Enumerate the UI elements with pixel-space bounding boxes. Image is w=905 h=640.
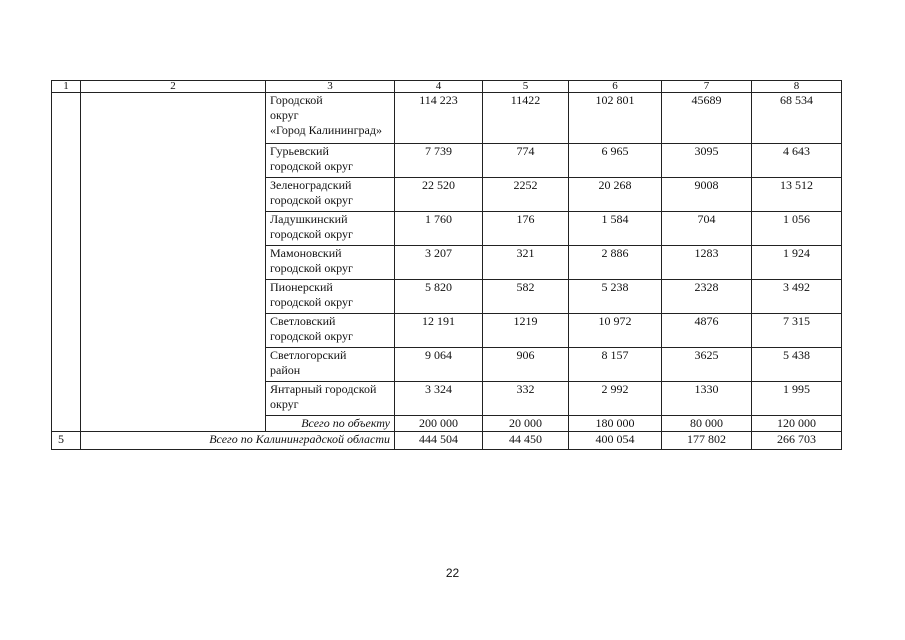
header-cell: 8 xyxy=(752,81,842,93)
value-cell-c5: 906 xyxy=(483,348,569,382)
object-total-c5: 20 000 xyxy=(483,416,569,432)
header-cell: 5 xyxy=(483,81,569,93)
value-cell-c8: 1 924 xyxy=(752,246,842,280)
table-row xyxy=(52,93,842,144)
value-cell-c7: 3095 xyxy=(662,144,752,178)
district-name xyxy=(266,212,395,246)
object-total-label: Всего по объекту xyxy=(266,416,395,432)
value-cell-c6: 1 584 xyxy=(569,212,662,246)
empty-cell xyxy=(81,93,266,432)
region-total-c5: 44 450 xyxy=(483,432,569,450)
header-row xyxy=(52,81,842,93)
value-cell-c5: 11422 xyxy=(483,93,569,144)
value-cell-c7: 9008 xyxy=(662,178,752,212)
value-cell-c7: 704 xyxy=(662,212,752,246)
value-cell-c5: 321 xyxy=(483,246,569,280)
region-total-c8: 266 703 xyxy=(752,432,842,450)
district-name xyxy=(266,178,395,212)
page-number: 22 xyxy=(445,566,460,580)
value-cell-c6: 2 992 xyxy=(569,382,662,416)
district-name-line: «Город Калининград» xyxy=(270,123,382,137)
region-total-c4: 444 504 xyxy=(395,432,483,450)
header-cell: 2 xyxy=(81,81,266,93)
object-total-c7: 80 000 xyxy=(662,416,752,432)
value-cell-c5: 582 xyxy=(483,280,569,314)
header-cell: 7 xyxy=(662,81,752,93)
value-cell-c5: 1219 xyxy=(483,314,569,348)
value-cell-c8: 5 438 xyxy=(752,348,842,382)
value-cell-c8: 13 512 xyxy=(752,178,842,212)
header-cell: 6 xyxy=(569,81,662,93)
district-name xyxy=(266,314,395,348)
district-name-line: Пионерский xyxy=(270,280,333,294)
value-cell-c6: 20 268 xyxy=(569,178,662,212)
region-total-c6: 400 054 xyxy=(569,432,662,450)
value-cell-c8: 7 315 xyxy=(752,314,842,348)
value-cell-c4: 114 223 xyxy=(395,93,483,144)
header-cell: 1 xyxy=(52,81,81,93)
header-cell: 3 xyxy=(266,81,395,93)
value-cell-c8: 4 643 xyxy=(752,144,842,178)
district-name-line: округ xyxy=(270,397,299,411)
region-total-label: Всего по Калининградской области xyxy=(81,432,395,450)
district-name xyxy=(266,382,395,416)
district-name-line: округ xyxy=(270,108,299,122)
value-cell-c7: 45689 xyxy=(662,93,752,144)
value-cell-c8: 1 995 xyxy=(752,382,842,416)
allocation-table xyxy=(51,80,842,450)
value-cell-c7: 1283 xyxy=(662,246,752,280)
district-name-line: городской округ xyxy=(270,193,353,207)
object-total-c8: 120 000 xyxy=(752,416,842,432)
value-cell-c8: 1 056 xyxy=(752,212,842,246)
value-cell-c5: 774 xyxy=(483,144,569,178)
value-cell-c6: 102 801 xyxy=(569,93,662,144)
value-cell-c5: 176 xyxy=(483,212,569,246)
value-cell-c4: 5 820 xyxy=(395,280,483,314)
district-name-line: Светлогорский xyxy=(270,348,347,362)
district-name-line: городской округ xyxy=(270,159,353,173)
district-name xyxy=(266,144,395,178)
value-cell-c6: 2 886 xyxy=(569,246,662,280)
district-name-line: городской округ xyxy=(270,329,353,343)
district-name xyxy=(266,93,395,144)
district-name-line: Гурьевский xyxy=(270,144,329,158)
value-cell-c5: 332 xyxy=(483,382,569,416)
value-cell-c7: 2328 xyxy=(662,280,752,314)
district-name-line: Янтарный городской xyxy=(270,382,377,396)
value-cell-c7: 3625 xyxy=(662,348,752,382)
value-cell-c6: 8 157 xyxy=(569,348,662,382)
value-cell-c8: 3 492 xyxy=(752,280,842,314)
district-name-line: Светловский xyxy=(270,314,336,328)
value-cell-c8: 68 534 xyxy=(752,93,842,144)
value-cell-c6: 5 238 xyxy=(569,280,662,314)
value-cell-c5: 2252 xyxy=(483,178,569,212)
district-name-line: городской округ xyxy=(270,261,353,275)
district-name-line: Мамоновский xyxy=(270,246,342,260)
value-cell-c4: 3 207 xyxy=(395,246,483,280)
object-total-c4: 200 000 xyxy=(395,416,483,432)
value-cell-c4: 7 739 xyxy=(395,144,483,178)
district-name-line: район xyxy=(270,363,301,377)
value-cell-c4: 12 191 xyxy=(395,314,483,348)
empty-cell xyxy=(52,93,81,432)
district-name-line: городской округ xyxy=(270,295,353,309)
object-total-c6: 180 000 xyxy=(569,416,662,432)
value-cell-c6: 6 965 xyxy=(569,144,662,178)
value-cell-c7: 4876 xyxy=(662,314,752,348)
region-total-row xyxy=(52,432,842,450)
district-name-line: Ладушкинский xyxy=(270,212,348,226)
district-name xyxy=(266,348,395,382)
header-cell: 4 xyxy=(395,81,483,93)
value-cell-c4: 9 064 xyxy=(395,348,483,382)
value-cell-c4: 1 760 xyxy=(395,212,483,246)
value-cell-c7: 1330 xyxy=(662,382,752,416)
district-name-line: Зеленоградский xyxy=(270,178,352,192)
region-row-number: 5 xyxy=(52,432,81,450)
value-cell-c4: 22 520 xyxy=(395,178,483,212)
value-cell-c6: 10 972 xyxy=(569,314,662,348)
district-name-line: Городской xyxy=(270,93,323,107)
district-name-line: городской округ xyxy=(270,227,353,241)
district-name xyxy=(266,280,395,314)
district-name xyxy=(266,246,395,280)
region-total-c7: 177 802 xyxy=(662,432,752,450)
value-cell-c4: 3 324 xyxy=(395,382,483,416)
